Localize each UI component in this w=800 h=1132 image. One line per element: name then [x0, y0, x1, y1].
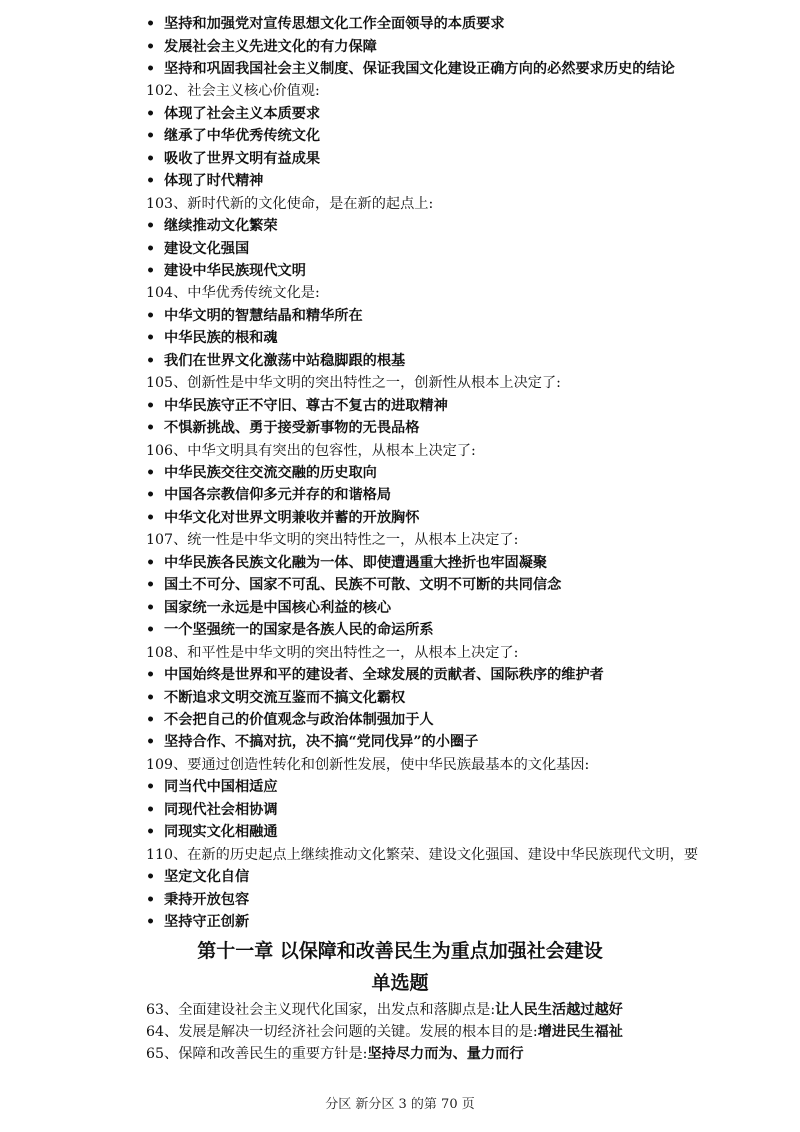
question-line: 107、统一性是中华文明的突出特性之一，从根本上决定了: [146, 532, 519, 549]
bullet-item: • 中华文明的智慧结晶和精华所在 [164, 306, 363, 326]
bullet-item: • 继承了中华优秀传统文化 [164, 126, 320, 146]
single-choice-answer: 坚持尽力而为、量力而行 [367, 1046, 524, 1062]
single-choice-question: 65、保障和改善民生的重要方针是: [146, 1046, 368, 1062]
bullet-item: • 国土不可分、国家不可乱、民族不可散、文明不可断的共同信念 [164, 575, 561, 595]
bullet-item: • 坚持合作、不搞对抗，决不搞“党同伐异”的小圈子 [164, 732, 478, 752]
bullet-item: • 继续推动文化繁荣 [164, 216, 278, 236]
single-choice-answer: 增进民生福祉 [537, 1024, 623, 1040]
bullet-item: • 一个坚强统一的国家是各族人民的命运所系 [164, 620, 434, 640]
bullet-item: • 秉持开放包容 [164, 890, 249, 910]
single-choice-answer: 让人民生活越过越好 [495, 1002, 623, 1018]
bullet-item: • 中国始终是世界和平的建设者、全球发展的贡献者、国际秩序的维护者 [164, 665, 604, 685]
chapter-title: 第十一章 以保障和改善民生为重点加强社会建设 [197, 940, 603, 962]
bullet-item: • 坚定文化自信 [164, 867, 249, 887]
bullet-item: • 发展社会主义先进文化的有力保障 [164, 37, 377, 57]
single-choice-item [146, 1022, 623, 1042]
bullet-item: • 体现了社会主义本质要求 [164, 104, 320, 124]
bullet-item: • 不断追求文明交流互鉴而不搞文化霸权 [164, 688, 405, 708]
bullet-item: • 我们在世界文化激荡中站稳脚跟的根基 [164, 351, 405, 371]
question-line: 104、中华优秀传统文化是: [146, 285, 320, 302]
bullet-item: • 建设文化强国 [164, 239, 249, 259]
bullet-item: • 中华民族的根和魂 [164, 328, 278, 348]
bullet-item: • 同现实文化相融通 [164, 822, 278, 842]
single-choice-item [146, 1000, 623, 1020]
question-line: 103、新时代新的文化使命，是在新的起点上: [146, 195, 434, 212]
question-line: 105、创新性是中华文明的突出特性之一，创新性从根本上决定了: [146, 375, 561, 392]
bullet-item: • 坚持和巩固我国社会主义制度、保证我国文化建设正确方向的必然要求历史的结论 [164, 59, 675, 79]
bullet-item: • 坚持守正创新 [164, 912, 249, 932]
bullet-item: • 不惧新挑战、勇于接受新事物的无畏品格 [164, 418, 419, 438]
question-line: 102、社会主义核心价值观: [146, 83, 320, 100]
question-line: 110、在新的历史起点上继续推动文化繁荣、建设文化强国、建设中华民族现代文明，要 [146, 846, 699, 863]
single-choice-item [146, 1044, 524, 1064]
single-choice-question: 64、发展是解决一切经济社会问题的关键。发展的根本目的是: [146, 1024, 538, 1040]
question-line: 109、要通过创造性转化和创新性发展，使中华民族最基本的文化基因: [146, 756, 590, 773]
bullet-item: • 坚持和加强党对宣传思想文化工作全面领导的本质要求 [164, 14, 505, 34]
bullet-item: • 国家统一永远是中国核心利益的核心 [164, 598, 391, 618]
bullet-item: • 中华文化对世界文明兼收并蓄的开放胸怀 [164, 508, 419, 528]
bullet-item: • 中华民族各民族文化融为一体、即使遭遇重大挫折也牢固凝聚 [164, 553, 547, 573]
single-choice-question: 63、全面建设社会主义现代化国家，出发点和落脚点是: [146, 1002, 496, 1018]
bullet-item: • 建设中华民族现代文明 [164, 261, 306, 281]
bullet-item: • 不会把自己的价值观念与政治体制强加于人 [164, 710, 434, 730]
section-title: 单选题 [371, 972, 429, 994]
bullet-item: • 中国各宗教信仰多元并存的和谐格局 [164, 485, 391, 505]
bullet-item: • 中华民族交往交流交融的历史取向 [164, 463, 377, 483]
bullet-item: • 中华民族守正不守旧、尊古不复古的进取精神 [164, 396, 448, 416]
bullet-item: • 吸收了世界文明有益成果 [164, 149, 320, 169]
question-line: 106、中华文明具有突出的包容性，从根本上决定了: [146, 442, 476, 459]
bullet-item: • 体现了时代精神 [164, 171, 263, 191]
page-footer: 分区 新分区 3 的第 70 页 [325, 1097, 475, 1112]
bullet-item: • 同现代社会相协调 [164, 800, 278, 820]
bullet-item: • 同当代中国相适应 [164, 777, 278, 797]
question-line: 108、和平性是中华文明的突出特性之一，从根本上决定了: [146, 644, 519, 661]
